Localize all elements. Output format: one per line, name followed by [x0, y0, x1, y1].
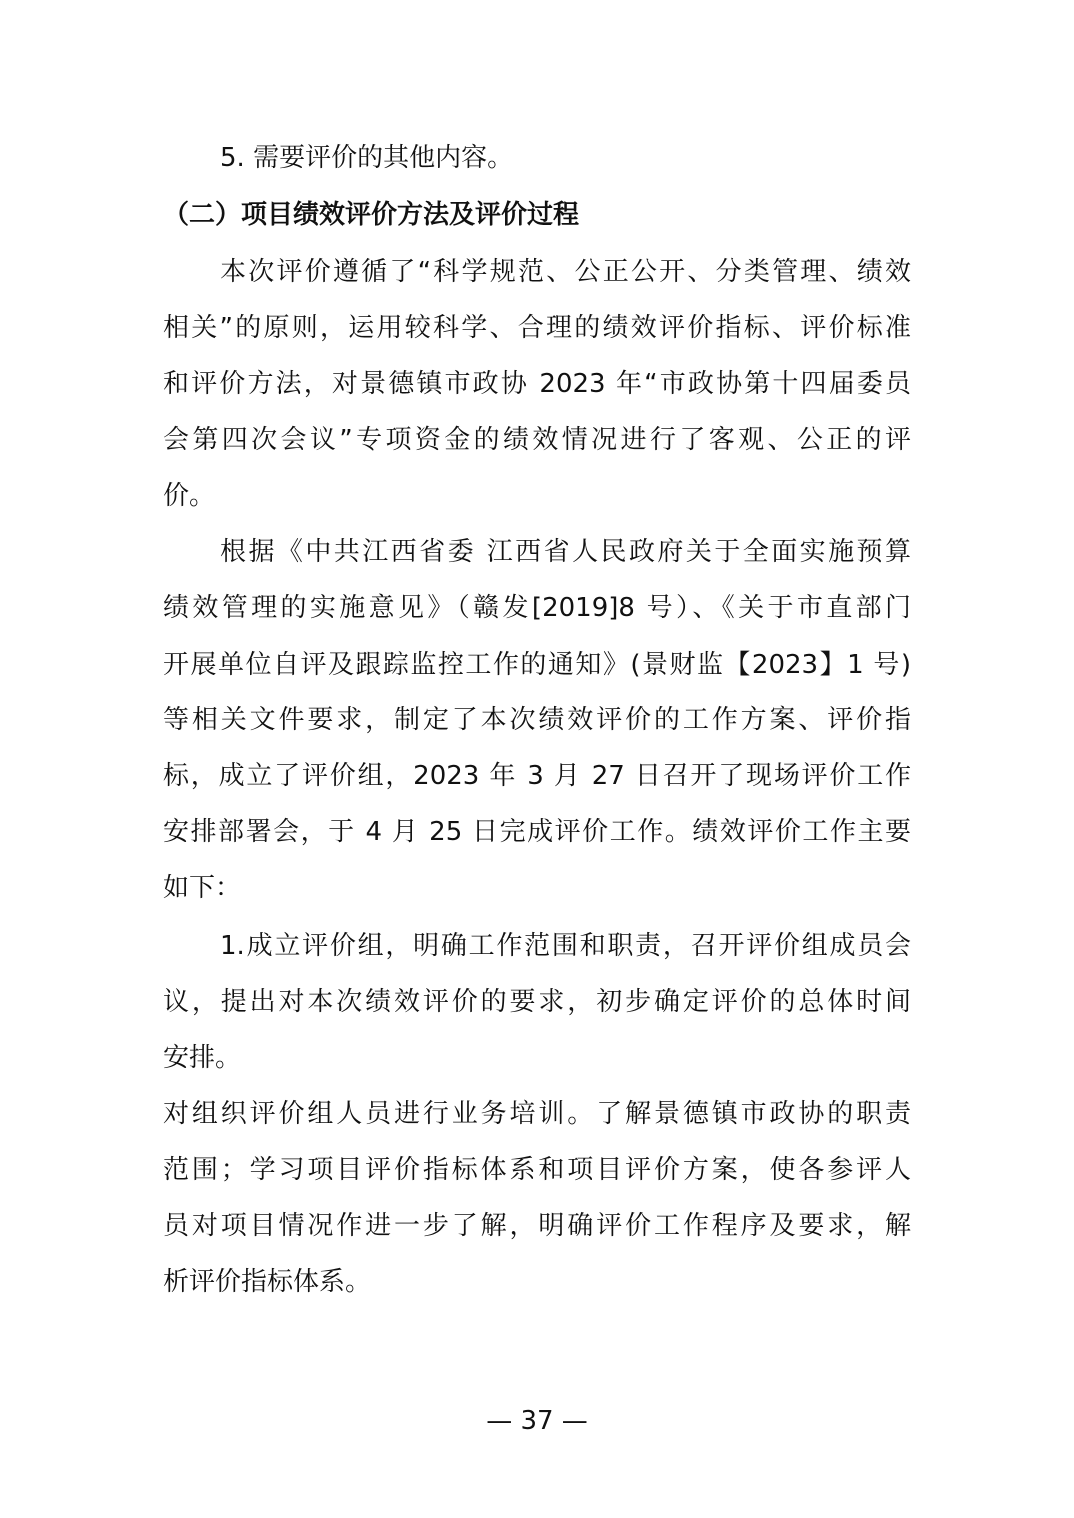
paragraph-line: 根据《中共江西省委 江西省人民政府关于全面实施预算: [220, 537, 911, 567]
paragraph-line: 绩效管理的实施意见》（赣发[2019]8 号）、《关于市直部门: [163, 593, 911, 623]
paragraph-line: 安排部署会，于 4 月 25 日完成评价工作。绩效评价工作主要: [163, 817, 911, 847]
paragraph-line: 和评价方法，对景德镇市政协 2023 年“市政协第十四届委员: [163, 369, 911, 399]
paragraph-line: 议，提出对本次绩效评价的要求，初步确定评价的总体时间: [163, 987, 911, 1017]
paragraph-line: 1.成立评价组，明确工作范围和职责，召开评价组成员会: [220, 931, 911, 961]
section-heading: （二）项目绩效评价方法及评价过程: [163, 200, 580, 230]
paragraph-line: 析评价指标体系。: [163, 1267, 372, 1297]
paragraph-line: 员对项目情况作进一步了解，明确评价工作程序及要求，解: [163, 1211, 911, 1241]
paragraph-line: 相关”的原则，运用较科学、合理的绩效评价指标、评价标准: [163, 313, 911, 343]
paragraph-line: 会第四次会议”专项资金的绩效情况进行了客观、公正的评: [163, 425, 911, 455]
paragraph-line: 如下：: [163, 873, 242, 903]
list-item-5: 5. 需要评价的其他内容。: [220, 143, 514, 173]
paragraph-line: 本次评价遵循了“科学规范、公正公开、分类管理、绩效: [220, 257, 911, 287]
paragraph-line: 标，成立了评价组，2023 年 3 月 27 日召开了现场评价工作: [163, 761, 911, 791]
paragraph-line: 范围；学习项目评价指标体系和项目评价方案，使各参评人: [163, 1155, 911, 1185]
paragraph-line: 对组织评价组人员进行业务培训。了解景德镇市政协的职责: [163, 1099, 911, 1129]
paragraph-line: 开展单位自评及跟踪监控工作的通知》(景财监【2023】1 号): [163, 650, 911, 680]
page-number: — 37 —: [486, 1406, 588, 1436]
paragraph-line: 等相关文件要求，制定了本次绩效评价的工作方案、评价指: [163, 705, 911, 735]
paragraph-line: 安排。: [163, 1043, 242, 1073]
paragraph-line: 价。: [163, 481, 216, 511]
